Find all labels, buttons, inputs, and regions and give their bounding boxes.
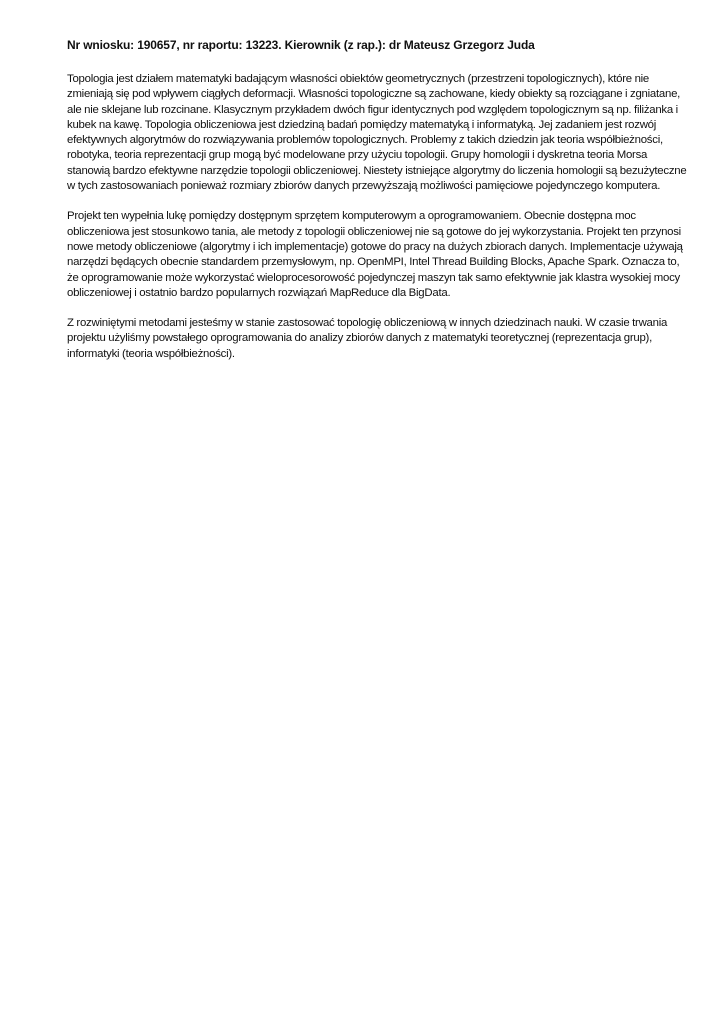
paragraph-applications: Z rozwiniętymi metodami jesteśmy w stanie zastosować topologię obliczeniową w innych dziedzinach nauki. W czasie trwania projektu użyliśmy powstałego oprogramowania do analizy zbiorów danych z matematyki teoretycznej (reprezentacja grup), informatyki (teoria współbieżności). — [67, 317, 668, 360]
paragraph-topology-intro: Topologia jest działem matematyki badającym własności obiektów geometrycznych (przestrzeni topologicznych), które nie zmieniają się pod wpływem ciągłych deformacji. Własności topologiczne są zachowane, kiedy obiekty są rozciągane i zgniatane, ale nie sklejane lub rozcinane. Klasycznym przykładem dwóch figur identycznych pod względem topologicznym są np. filiżanka i kubek na kawę. Topologia obliczeniowa jest dziedziną badań pomiędzy matematyką i informatyką. Jej zadaniem jest rozwój efektywnych algorytmów do rozwiązywania problemów topologicznych. Problemy z takich dziedzin jak teoria współbieżności, robotyka, teoria reprezentacji grup mogą być modelowane przy użyciu topologii. Grupy homologii i dyskretna teoria Morsa stanowią bardzo efektywne narzędzie topologii obliczeniowej. Niestety istniejące algorytmy do liczenia homologii są bezużyteczne w tych zastosowaniach ponieważ rozmiary zbiorów danych przewyższają możliwości pamięciowe pojedynczego komputera. — [67, 73, 687, 193]
report-heading: Nr wniosku: 190657, nr raportu: 13223. Kierownik (z rap.): dr Mateusz Grzegorz Juda — [67, 38, 535, 52]
paragraph-project-description: Projekt ten wypełnia lukę pomiędzy dostępnym sprzętem komputerowym a oprogramowaniem. Obecnie dostępna moc obliczeniowa jest stosunkowo tania, ale metody z topologii obliczeniowej nie są gotowe do jej wykorzystania. Projekt ten przynosi nowe metody obliczeniowe (algorytmy i ich implementacje) gotowe do pracy na dużych zbiorach danych. Implementacje używają narzędzi będących obecnie standardem przemysłowym, np. OpenMPI, Intel Thread Building Blocks, Apache Spark. Oznacza to, że oprogramowanie może wykorzystać wieloprocesorowość pojedynczej maszyn tak samo efektywnie jak klastra wysokiej mocy obliczeniowej i ostatnio bardzo popularnych rozwiązań MapReduce dla BigData. — [67, 210, 683, 299]
document-content — [67, 38, 687, 362]
